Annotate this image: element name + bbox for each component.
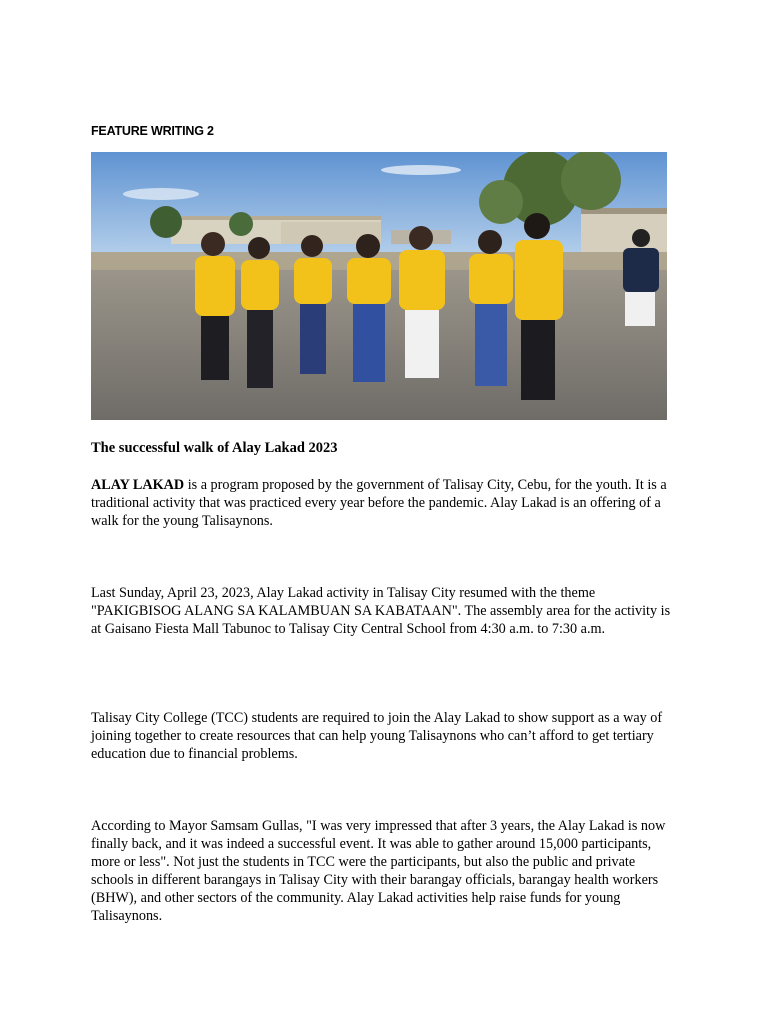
group-photo: [91, 152, 667, 420]
group-photo-image: [91, 152, 667, 420]
paragraph-text: is a program proposed by the government of Talisay City, Cebu, for the youth. It is a traditional activity that was practiced every year before the pandemic. Alay Lakad is an offering of a walk for the young Talisaynons.: [91, 477, 667, 529]
article-title: The successful walk of Alay Lakad 2023: [91, 440, 338, 456]
paragraph-event-details: Last Sunday, April 23, 2023, Alay Lakad activity in Talisay City resumed with the theme "PAKIGBISOG ALANG SA KALAMBUAN SA KABATAAN". The assembly area for the activity is at Gaisano Fiesta Mall Tabunoc to Talisay City Central School from 4:30 a.m. to 7:30 a.m.: [91, 585, 671, 637]
paragraph-tcc-students: Talisay City College (TCC) students are required to join the Alay Lakad to show support as a way of joining together to create resources that can help young Talisaynons who can’t afford to get tertiary education due to financial problems.: [91, 710, 663, 762]
document-heading: FEATURE WRITING 2: [91, 124, 214, 138]
paragraph-lead: ALAY LAKAD: [91, 477, 185, 493]
paragraph-intro: [91, 476, 681, 530]
paragraph-mayor-quote: According to Mayor Samsam Gullas, "I was very impressed that after 3 years, the Alay Lakad is now finally back, and it was indeed a successful event. It was able to gather around 15,000 participants, more or less". Not just the students in TCC were the participants, but also the public and private schools in different barangays in Talisay City with their barangay officials, barangay health workers (BHW), and other sectors of the community. Alay Lakad activities help raise funds for young Talisaynons.: [91, 818, 666, 924]
